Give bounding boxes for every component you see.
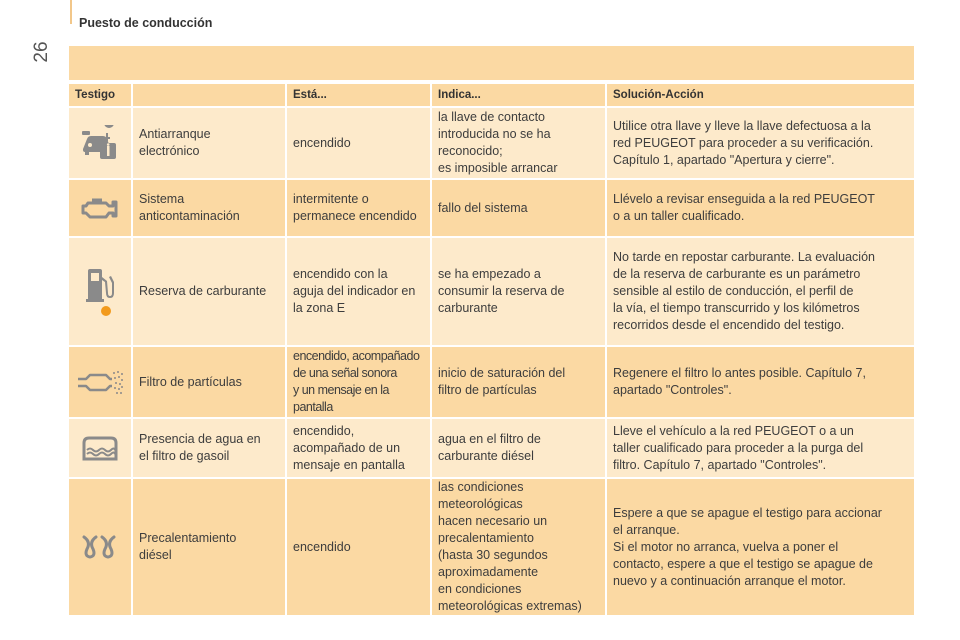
action-line: la vía, el tiempo transcurrido y los kilómetros	[613, 301, 860, 315]
indicates-line: las condiciones	[438, 480, 524, 494]
action-line: sensible al estilo de conducción, el perfil de	[613, 284, 854, 298]
header-band	[69, 46, 914, 80]
fuel-reserve-dot	[101, 306, 111, 316]
table-row	[69, 347, 914, 417]
indicates-line: agua en el filtro de	[438, 432, 541, 446]
warning-name-line: diésel	[139, 548, 172, 562]
state-line: encendido, acompañado	[293, 349, 420, 363]
action-line: red PEUGEOT para proceder a su verificación.	[613, 135, 874, 150]
action-line: Utilice otra llave y lleve la llave defectuosa a la	[613, 118, 871, 133]
warning-name-line: Presencia de agua en	[139, 432, 261, 446]
table-row	[69, 238, 914, 345]
warning-name-line: anticontaminación	[139, 209, 240, 223]
state-line: pantalla	[293, 400, 333, 414]
water-in-diesel-icon	[81, 433, 119, 463]
table-header-row	[69, 84, 914, 106]
indicates-line: reconocido;	[438, 144, 503, 158]
warning-name-line: Reserva de carburante	[139, 284, 267, 298]
warning-name-line: Precalentamiento	[139, 531, 237, 545]
action-line: Lleve el vehículo a la red PEUGEOT o a un	[613, 423, 854, 438]
indicates-line: carburante diésel	[438, 449, 534, 463]
action-line: apartado "Controles".	[613, 383, 732, 397]
state-line: aguja del indicador en	[293, 284, 416, 298]
column-header-testigo: Testigo	[69, 84, 131, 106]
margin-rule	[70, 0, 72, 24]
column-header-indica: Indica...	[430, 84, 605, 106]
state-line: y un mensaje en la	[293, 383, 389, 397]
action-line: taller cualificado para proceder a la purga del	[613, 440, 864, 455]
state-line: acompañado de un	[293, 440, 401, 455]
action-line: de la reserva de carburante es un parámetro	[613, 267, 861, 281]
indicates-line: (hasta 30 segundos	[438, 548, 548, 562]
table-row	[69, 419, 914, 477]
warning-lights-table	[69, 82, 914, 617]
warning-icon-cell	[69, 180, 131, 236]
indicates-line: es imposible arrancar	[438, 161, 558, 175]
action-line: recorridos desde el encendido del testigo.	[613, 318, 845, 332]
indicates-line: meteorológicas extremas)	[438, 599, 582, 613]
indicates-line: filtro de partículas	[438, 383, 537, 397]
indicates-line: meteorológicas	[438, 497, 523, 511]
action-line: No tarde en repostar carburante. La evaluación	[613, 250, 875, 264]
warning-name-line: el filtro de gasoil	[139, 449, 230, 463]
state-line: intermitente o	[293, 192, 369, 206]
state-line: mensaje en pantalla	[293, 457, 405, 472]
state-line: encendido con la	[293, 267, 388, 281]
indicates-line: precalentamiento	[438, 531, 534, 545]
indicates-line: la llave de contacto	[438, 110, 546, 124]
page-number: 26	[31, 41, 52, 63]
warning-icon-cell	[69, 108, 131, 178]
action-line: Capítulo 1, apartado "Apertura y cierre".	[613, 152, 835, 167]
warning-icon-cell	[69, 347, 131, 417]
state-line: encendido	[293, 539, 351, 554]
section-title: Puesto de conducción	[79, 16, 213, 30]
table-row	[69, 180, 914, 236]
warning-name-line: Filtro de partículas	[139, 374, 242, 389]
indicates-line: aproximadamente	[438, 565, 539, 579]
warning-name-line: Sistema	[139, 192, 185, 206]
indicates-line: se ha empezado a	[438, 267, 541, 281]
indicates-line: carburante	[438, 301, 498, 315]
table-row	[69, 108, 914, 178]
particle-filter-icon	[76, 367, 124, 397]
action-line: Regenere el filtro lo antes posible. Capítulo 7,	[613, 366, 866, 380]
action-line: o a un taller cualificado.	[613, 209, 745, 223]
action-line: contacto, espere a que el testigo se apague de	[613, 556, 873, 571]
warning-name-line: Antiarranque	[139, 127, 211, 141]
state-line: encendido,	[293, 423, 355, 438]
state-line: la zona E	[293, 301, 346, 315]
indicates-line: en condiciones	[438, 582, 522, 596]
action-line: Si el motor no arranca, vuelva a poner el	[613, 539, 839, 554]
indicates-line: introducida no se ha	[438, 127, 551, 141]
action-line: el arranque.	[613, 522, 680, 537]
warning-name-line: electrónico	[139, 144, 200, 158]
fuel-pump-icon	[80, 265, 120, 319]
immobiliser-key-car-icon	[79, 125, 121, 161]
warning-icon-cell	[69, 238, 131, 345]
action-line: Espere a que se apague el testigo para accionar	[613, 505, 882, 520]
engine-icon	[80, 193, 120, 223]
column-header-name	[131, 84, 285, 106]
action-line: filtro. Capítulo 7, apartado "Controles".	[613, 457, 827, 472]
table-row	[69, 479, 914, 615]
column-header-solucion: Solución-Acción	[605, 84, 914, 106]
indicates-line: fallo del sistema	[438, 200, 528, 215]
indicates-line: inicio de saturación del	[438, 366, 566, 380]
glow-plug-icon	[81, 534, 119, 560]
column-header-esta: Está...	[285, 84, 430, 106]
state-line: permanece encendido	[293, 209, 417, 223]
warning-icon-cell	[69, 479, 131, 615]
state-line: encendido	[293, 135, 351, 150]
action-line: Llévelo a revisar enseguida a la red PEUGEOT	[613, 192, 875, 206]
state-line: de una señal sonora	[293, 366, 397, 380]
warning-icon-cell	[69, 419, 131, 477]
indicates-line: hacen necesario un	[438, 514, 548, 528]
indicates-line: consumir la reserva de	[438, 284, 565, 298]
action-line: nuevo y a continuación arranque el motor.	[613, 573, 846, 588]
